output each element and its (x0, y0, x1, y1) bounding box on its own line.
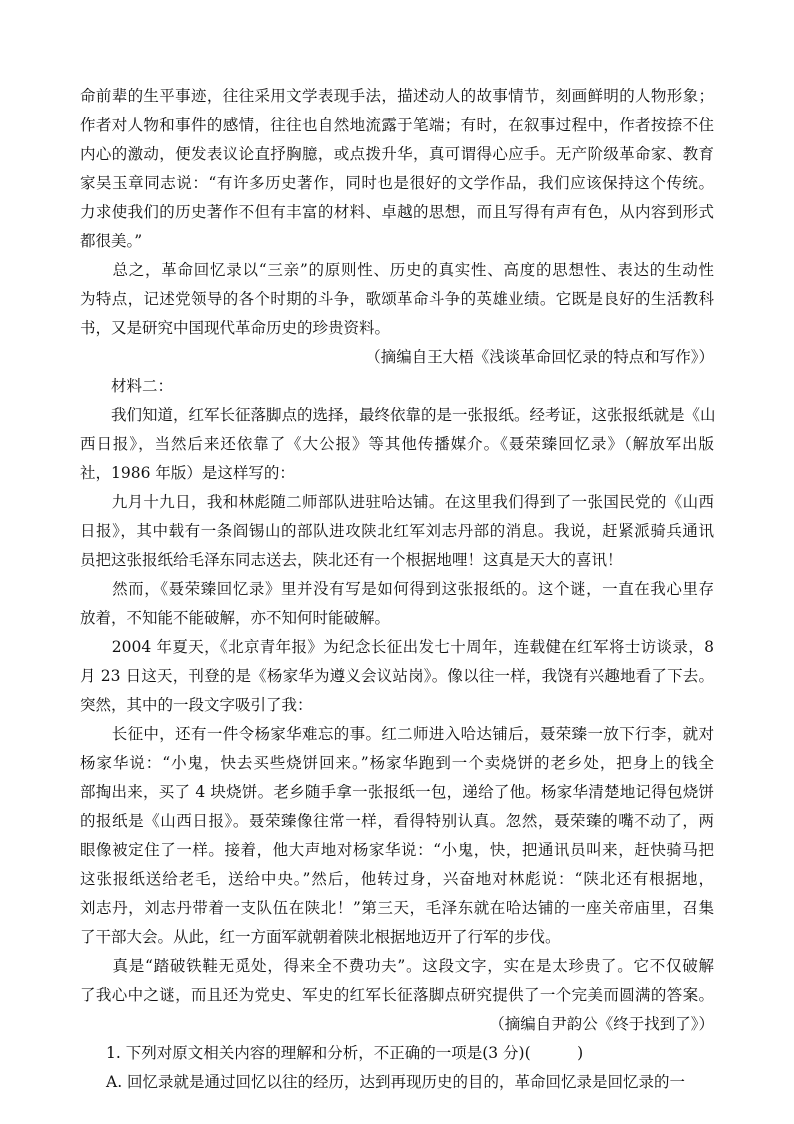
text-line: 杨家华说：“小鬼，快去买些烧饼回来。”杨家华跑到一个卖烧饼的老乡处，把身上的钱全 (80, 754, 714, 772)
text-line: 都很美。” (80, 232, 143, 250)
section-heading: 材料二： (80, 377, 174, 395)
text-line: 眼像被定住了一样。接着，他大声地对杨家华说：“小鬼，快，把通讯员叫来，赶快骑马把 (80, 841, 714, 859)
text-line: 真是“踏破铁鞋无觅处，得来全不费功夫”。这段文字，实在是太珍贵了。它不仅破解 (80, 957, 714, 975)
text-line: 书，又是研究中国现代革命历史的珍贵资料。 (80, 319, 391, 337)
text-line: 家吴玉章同志说：“有许多历史著作，同时也是很好的文学作品，我们应该保持这个传统。 (80, 174, 714, 192)
text-line: 这张报纸送给老毛，送给中央。”然后，他转过身，兴奋地对林彪说：“陕北还有根据地， (80, 870, 714, 888)
text-line: 的报纸是《山西日报》。聂荣臻像往常一样，看得特别认真。忽然，聂荣臻的嘴不动了，两 (80, 812, 714, 830)
text-line: 2004 年夏天，《北京青年报》为纪念长征出发七十周年，连载健在红军将士访谈录，8 (80, 638, 714, 656)
text-line: 为特点，记述党领导的各个时期的斗争，歌颂革命斗争的英雄业绩。它既是良好的生活教科 (80, 290, 714, 308)
text-line: 内心的激动，便发表议论直抒胸臆，或点拨升华，真可谓得心应手。无产阶级革命家、教育 (80, 145, 714, 163)
question-stem: 1. 下列对原文相关内容的理解和分析，不正确的一项是(3 分)( ) (106, 1044, 584, 1062)
text-line: 西日报》，当然后来还依靠了《大公报》等其他传播媒介。《聂荣臻回忆录》（解放军出版 (80, 435, 714, 453)
text-line: 放着，不知能不能破解，亦不知何时能破解。 (80, 609, 391, 627)
text-line: 作者对人物和事件的感情，往往也自然地流露于笔端；有时，在叙事过程中，作者按捺不住 (80, 116, 714, 134)
text-line: 九月十九日，我和林彪随二师部队进驻哈达铺。在这里我们得到了一张国民党的《山西 (80, 493, 714, 511)
text-line: 刘志丹，刘志丹带着一支队伍在陕北！”第三天，毛泽东就在哈达铺的一座关帝庙里，召集 (80, 899, 714, 917)
text-line: 然而，《聂荣臻回忆录》里并没有写是如何得到这张报纸的。这个谜，一直在我心里存 (80, 580, 714, 598)
text-line: 命前辈的生平事迹，往往采用文学表现手法，描述动人的故事情节，刻画鲜明的人物形象； (80, 87, 714, 105)
source-citation: （摘编自尹韵公《终于找到了》） (489, 1015, 714, 1033)
text-line: 突然，其中的一段文字吸引了我： (80, 696, 313, 714)
text-line: 了干部大会。从此，红一方面军就朝着陕北根据地迈开了行军的步伐。 (80, 928, 561, 946)
text-line: 部掏出来，买了 4 块烧饼。老乡随手拿一张报纸一包，递给了他。杨家华清楚地记得包烧饼 (80, 783, 714, 801)
text-line: 我们知道，红军长征落脚点的选择，最终依靠的是一张报纸。经考证，这张报纸就是《山 (80, 406, 716, 424)
text-line: 日报》，其中载有一条阎锡山的部队进攻陕北红军刘志丹部的消息。我说，赶紧派骑兵通讯 (80, 522, 714, 540)
text-line: 力求使我们的历史著作不但有丰富的材料、卓越的思想，而且写得有声有色，从内容到形式 (80, 203, 714, 221)
text-line: 了我心中之谜，而且还为党史、军史的红军长征落脚点研究提供了一个完美而圆满的答案。 (80, 986, 714, 1004)
text-line: 社，1986 年版）是这样写的： (80, 464, 295, 482)
source-citation: （摘编自王大梧《浅谈革命回忆录的特点和写作》） (365, 348, 714, 366)
text-line: 月 23 日这天，刊登的是《杨家华为遵义会议站岗》。像以往一样，我饶有兴趣地看了下去。 (80, 667, 714, 685)
text-line: 长征中，还有一件令杨家华难忘的事。红二师进入哈达铺后，聂荣臻一放下行李，就对 (80, 725, 714, 743)
text-line: 员把这张报纸给毛泽东同志送去，陕北还有一个根据地哩！这真是天大的喜讯！ (80, 551, 623, 569)
text-line: 总之，革命回忆录以“三亲”的原则性、历史的真实性、高度的思想性、表达的生动性 (80, 261, 714, 279)
question-option-a: A. 回忆录就是通过回忆以往的经历，达到再现历史的目的，革命回忆录是回忆录的一 (106, 1073, 686, 1091)
